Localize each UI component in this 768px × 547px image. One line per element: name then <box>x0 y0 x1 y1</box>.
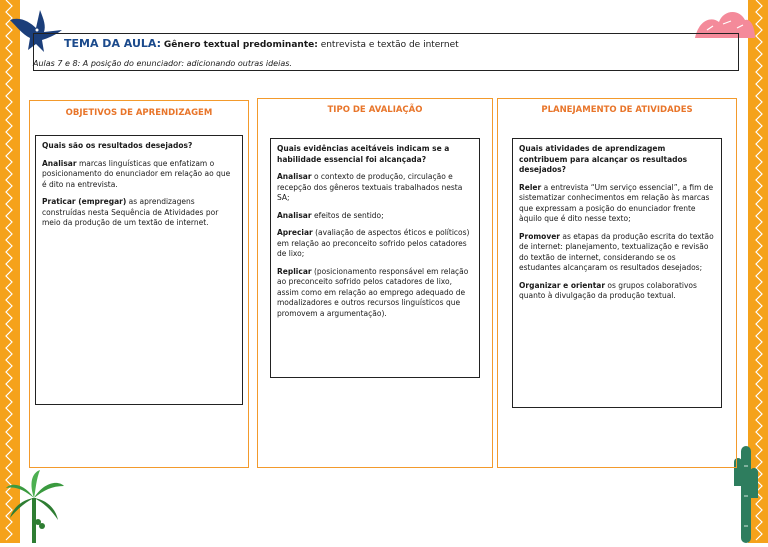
column-title: TIPO DE AVALIAÇÃO <box>327 105 423 115</box>
card-question: Quais atividades de aprendizagem contribuem para alcançar os resultados desejados? <box>519 144 688 174</box>
theme-label: TEMA DA AULA: <box>64 37 162 50</box>
card-question: Quais são os resultados desejados? <box>42 141 193 150</box>
card-item: Analisar o contexto de produção, circulação e recepção dos gêneros textuais trabalhados nesta SA; <box>277 172 463 202</box>
left-decorative-border <box>0 0 20 543</box>
card-assessment-type <box>270 138 480 378</box>
theme-line <box>64 37 459 50</box>
card-question: Quais evidências aceitáveis indicam se a habilidade essencial foi alcançada? <box>277 144 450 164</box>
card-item: Organizar e orientar os grupos colaborativos quanto à divulgação da produção textual. <box>519 280 697 300</box>
theme-subject-label: Gênero textual predominante: <box>163 40 318 50</box>
column-title: OBJETIVOS DE APRENDIZAGEM <box>65 108 213 118</box>
card-item: Analisar efeitos de sentido; <box>277 210 384 220</box>
theme-subject-value: entrevista e textão de internet <box>317 40 459 50</box>
card-item: Praticar (empregar) as aprendizagens construídas nesta Sequência de Atividades por meio da produção de um textão de internet. <box>42 197 219 227</box>
card-item: Analisar marcas linguísticas que enfatizam o posicionamento do enunciador em relação ao que é dito na entrevista. <box>42 158 231 189</box>
card-item: Reler a entrevista “Um serviço essencial”, a fim de sistematizar conhecimentos em relação às marcas que expressam a posição do enunciador frente àquilo que é dito nesse texto; <box>519 182 714 223</box>
card-activity-planning <box>512 138 722 408</box>
palm-tree-icon <box>4 470 66 547</box>
card-learning-objectives <box>35 135 243 405</box>
card-item: Apreciar (avaliação de aspectos éticos e políticos) em relação ao preconceito sofrido pelos catadores de lixo; <box>277 228 470 258</box>
card-item: Promover as etapas da produção escrita do textão de internet: planejamento, textualização e revisão do textão de internet, considerando se os estudantes alcançaram os resultados desejados; <box>519 231 714 272</box>
card-item: Replicar (posicionamento responsável em relação ao preconceito sofrido pelos catadores de lixo, assim como em relação ao emprego adequado de modalizadores e outros recursos linguísticos que promovem a argumentação). <box>277 266 469 318</box>
column-title: PLANEJAMENTO DE ATIVIDADES <box>541 105 693 115</box>
lesson-subtitle: Aulas 7 e 8: A posição do enunciador: adicionando outras ideias. <box>33 59 292 68</box>
